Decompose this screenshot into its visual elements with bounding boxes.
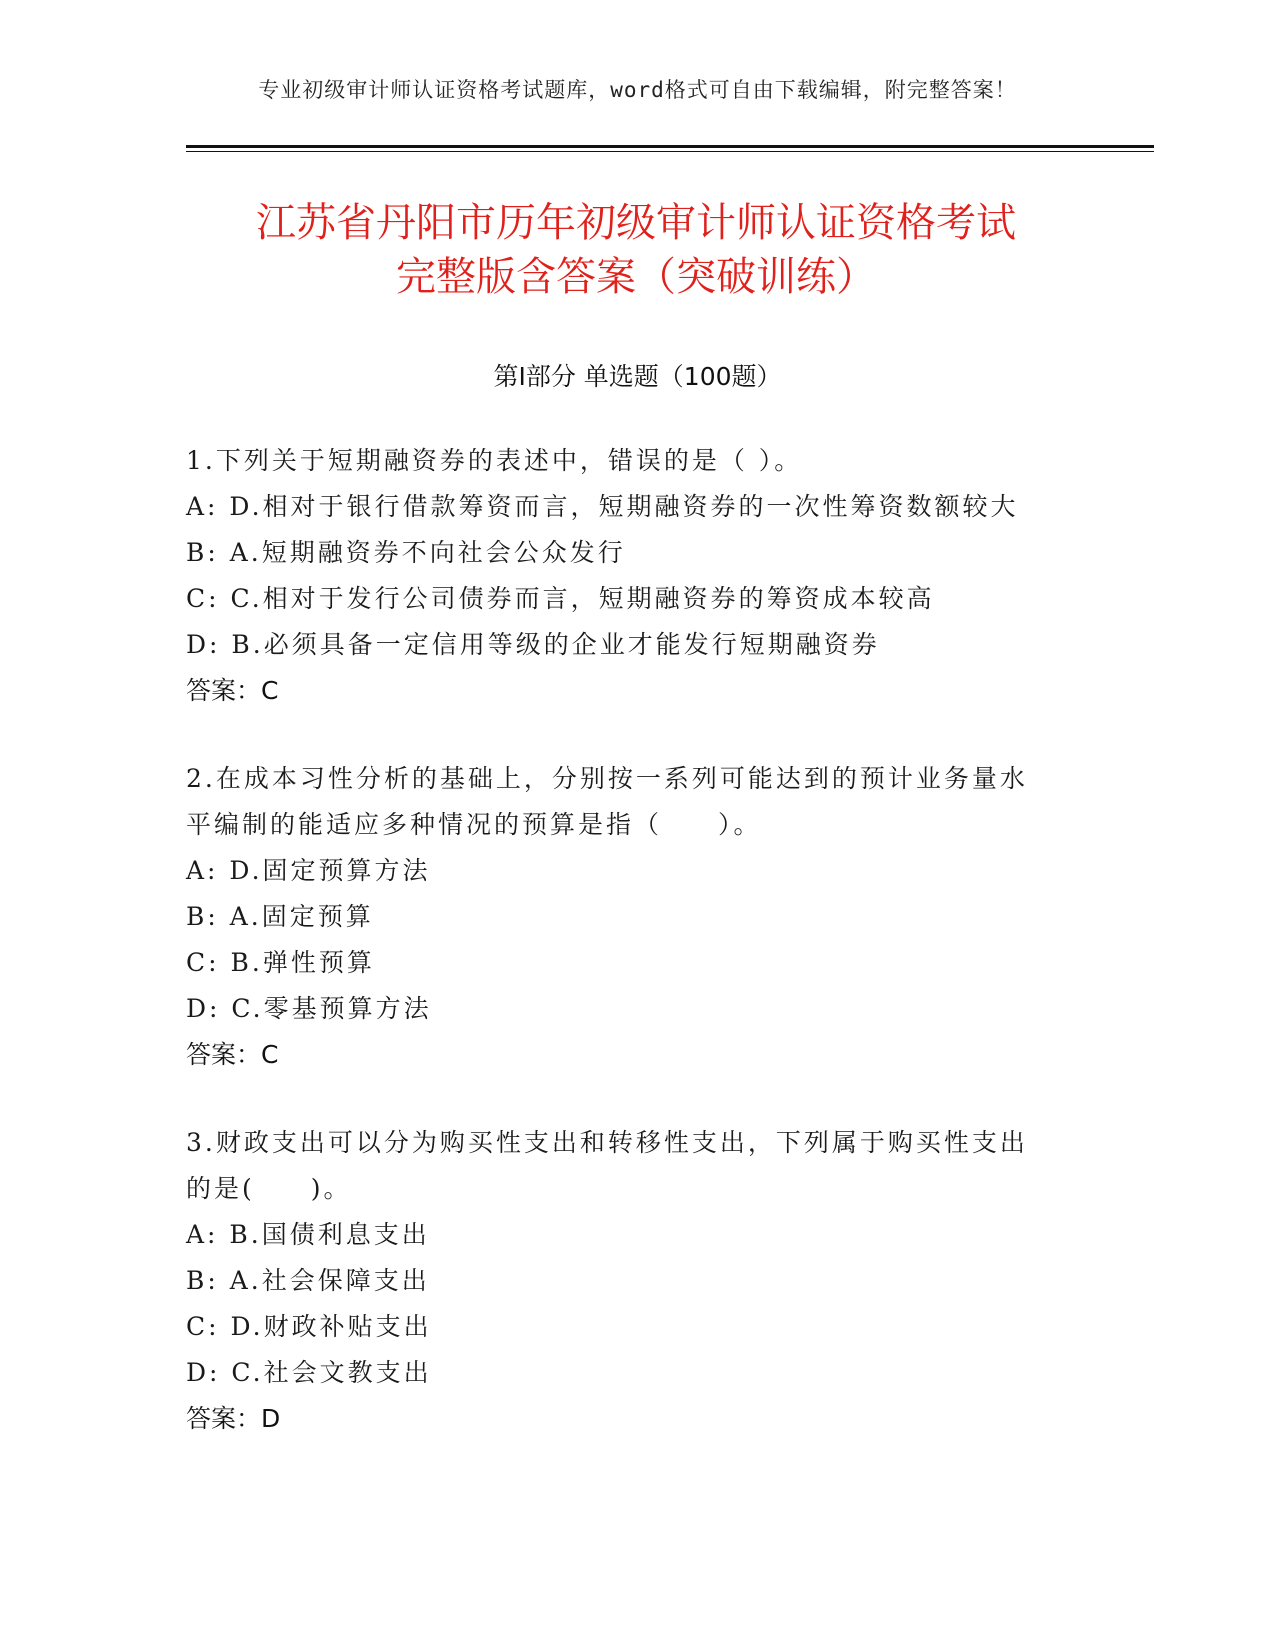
option-d: D: C.社会文教支出	[186, 1358, 432, 1387]
document-title	[186, 196, 1086, 304]
header-divider-thin	[186, 151, 1154, 152]
option-d: D: B.必须具备一定信用等级的企业才能发行短期融资券	[186, 630, 880, 659]
question-stem-line-2: 平编制的能适应多种情况的预算是指（ ）。	[186, 810, 762, 839]
document-title-line-1: 江苏省丹阳市历年初级审计师认证资格考试	[256, 200, 1016, 246]
question-2	[186, 756, 1066, 1078]
option-b: B: A.固定预算	[186, 902, 374, 931]
question-stem-line-1: 2.在成本习性分析的基础上，分别按一系列可能达到的预计业务量水	[186, 764, 1028, 793]
option-d: D: C.零基预算方法	[186, 994, 432, 1023]
option-a: A: D.固定预算方法	[186, 856, 431, 885]
answer: 答案：C	[186, 676, 279, 705]
option-b: B: A.社会保障支出	[186, 1266, 430, 1295]
header-divider-thick	[186, 145, 1154, 148]
answer: 答案：D	[186, 1404, 281, 1433]
question-stem-line-1: 3.财政支出可以分为购买性支出和转移性支出，下列属于购买性支出	[186, 1128, 1028, 1157]
question-stem: 1.下列关于短期融资券的表述中，错误的是（ ）。	[186, 446, 803, 475]
option-a: A: B.国债利息支出	[186, 1220, 430, 1249]
question-3	[186, 1120, 1066, 1442]
question-stem-line-2: 的是( )。	[186, 1174, 352, 1203]
option-a: A: D.相对于银行借款筹资而言，短期融资券的一次性筹资数额较大	[186, 492, 1019, 521]
question-1	[186, 438, 1066, 714]
option-b: B: A.短期融资券不向社会公众发行	[186, 538, 626, 567]
header-note: 专业初级审计师认证资格考试题库，word格式可自由下载编辑，附完整答案！	[258, 78, 1017, 102]
section-heading: 第Ⅰ部分 单选题（100题）	[493, 362, 782, 391]
option-c: C: D.财政补贴支出	[186, 1312, 432, 1341]
answer: 答案：C	[186, 1040, 279, 1069]
option-c: C: B.弹性预算	[186, 948, 375, 977]
document-title-line-2: 完整版含答案（突破训练）	[396, 254, 876, 300]
question-list	[186, 438, 1066, 1484]
option-c: C: C.相对于发行公司债券而言，短期融资券的筹资成本较高	[186, 584, 935, 613]
